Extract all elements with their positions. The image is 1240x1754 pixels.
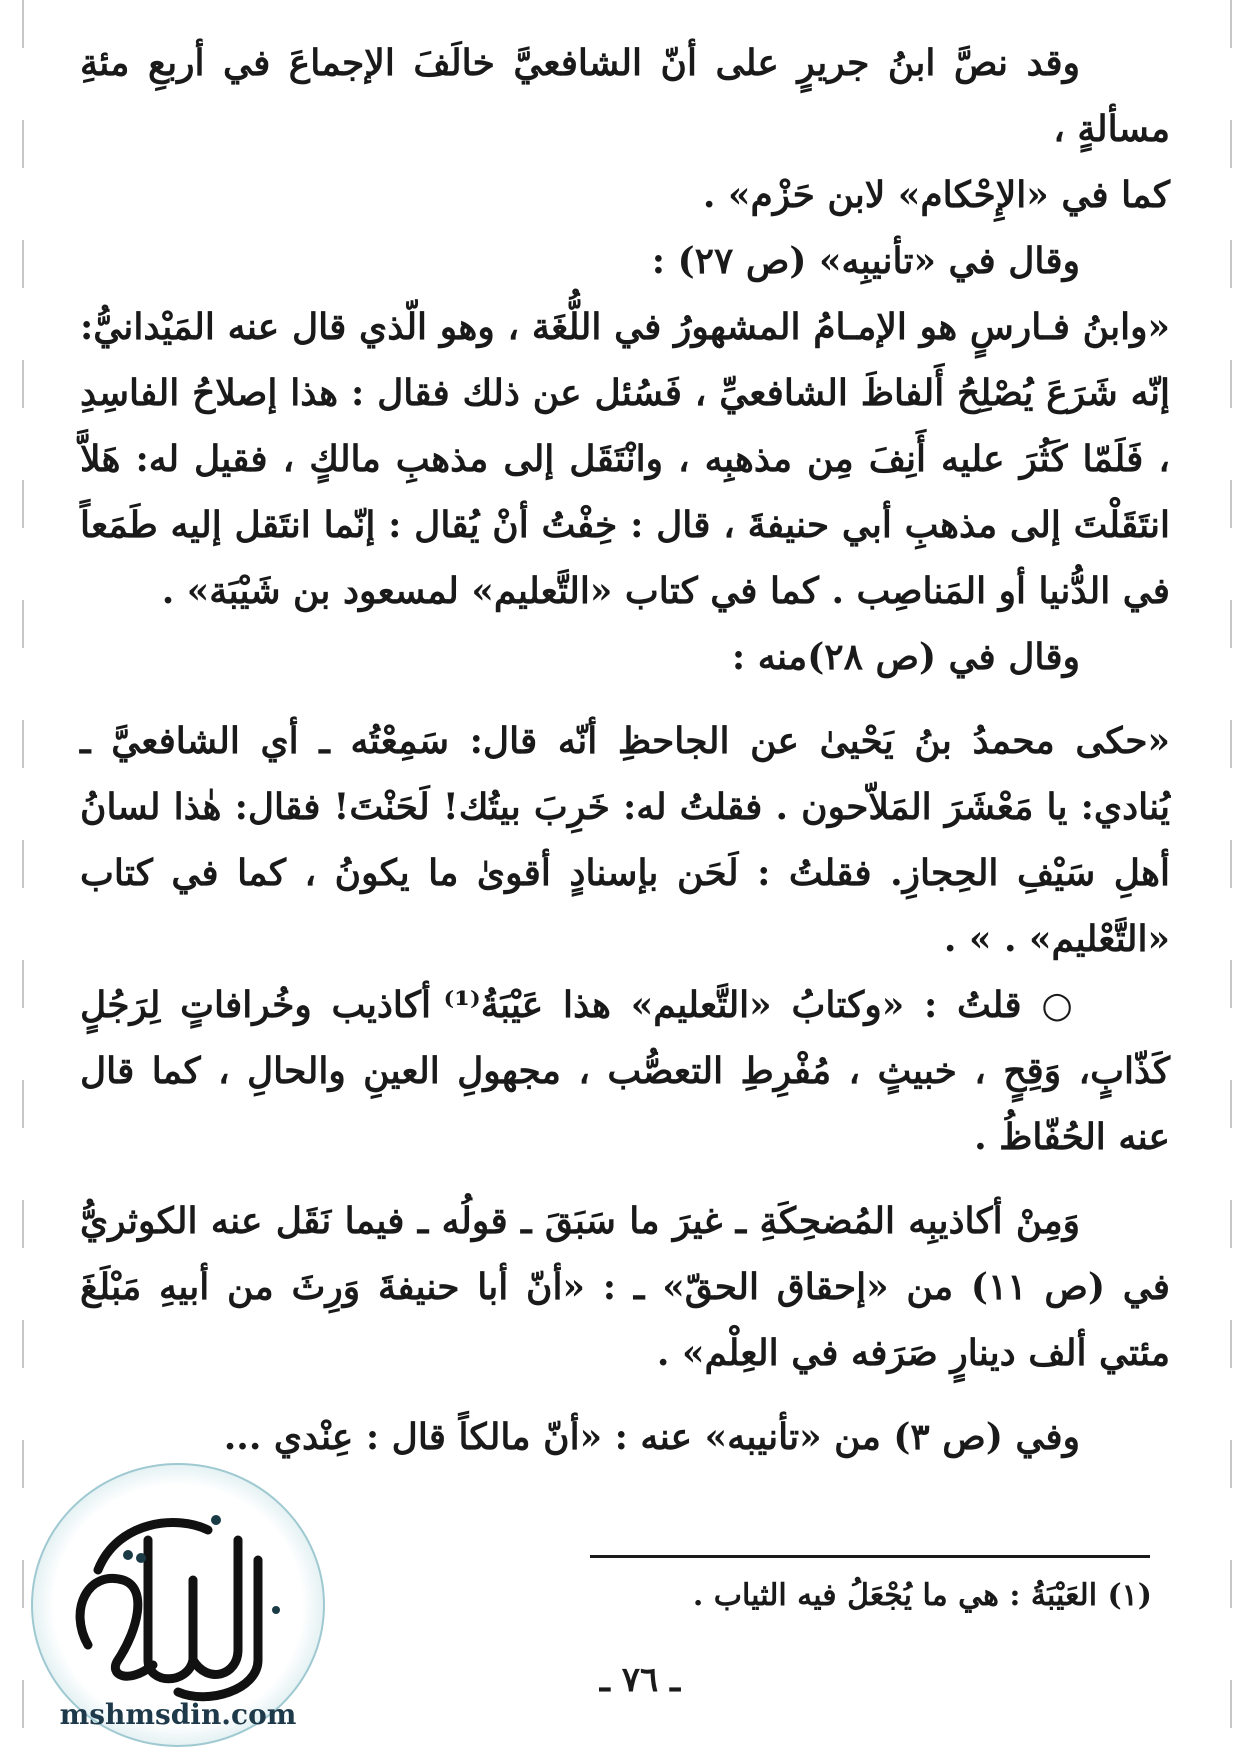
paragraph-4: وقال في (ص ٢٨)منه : bbox=[731, 636, 1080, 678]
paragraph-1-line-1: وقد نصَّ ابنُ جريرٍ على أنّ الشافعيَّ خالَفَ الإجماعَ في أربعِ مئةِ مسألةٍ ، bbox=[80, 42, 1170, 150]
paragraph-2: وقال في «تأنيبِه» (ص ٢٧) : bbox=[651, 240, 1080, 282]
paragraph-1-line-2: كما في «الإِحْكام» لابن حَزْم» . bbox=[702, 174, 1170, 216]
paragraph-8: وفي (ص ٣) من «تأنيبه» عنه : «أنّ مالكاً قال : عِنْدي ... bbox=[223, 1416, 1080, 1458]
scan-edge-right bbox=[1230, 0, 1232, 1754]
footnote-divider bbox=[590, 1555, 1150, 1558]
watermark-url: mshmsdin.com bbox=[59, 1698, 297, 1731]
page-number: ـ ٧٦ ـ bbox=[599, 1660, 681, 1700]
paragraph-7: وَمِنْ أكاذيبِه المُضحِكَةِ ـ غيرَ ما سَبَقَ ـ قولُه ـ فيما نَقَل عنه الكوثريُّ في (ص ١١) من «إحقاق الحقّ» ـ : «أنّ أبا حنيفةَ وَرِثَ من أبيهِ مَبْلَغَ مئتي ألف دينارٍ صَرَفه في العِلْم» . bbox=[80, 1200, 1170, 1374]
footnote: (١) العَيْبَةُ : هي ما يُجْعَلُ فيه الثياب . bbox=[692, 1578, 1152, 1613]
scan-edge-left bbox=[22, 0, 24, 1754]
body-text bbox=[80, 30, 1170, 1470]
paragraph-5-quote: «حكى محمدُ بنُ يَحْيىٰ عن الجاحظِ أنّه قال: سَمِعْتُه ـ أي الشافعيَّ ـ يُنادي: يا مَعْشَرَ المَلاّحون . فقلتُ له: خَرِبَ بيتُك! لَحَنْتَ! فقال: هٰذا لسانُ أهلِ سَيْفِ الحِجازِ. فقلتُ : لَحَن بإسنادٍ أقوىٰ ما يكونُ ، كما في كتاب «التَّعْليم» . » . bbox=[80, 720, 1170, 960]
paragraph-6: ○ قلتُ : «وكتابُ «التَّعليم» هذا عَيْبَةُ⁽¹⁾ أكاذيب وخُرافاتٍ لِرَجُلٍ كَذّابٍ، وَقِحٍ ، خبيثٍ ، مُفْرِطِ التعصُّب ، مجهولِ العينِ والحالِ ، كما قال عنه الحُفّاظُ . bbox=[80, 984, 1170, 1158]
watermark-logo bbox=[28, 1460, 328, 1750]
paragraph-3-quote: «وابنُ فـارسٍ هو الإمـامُ المشهورُ في اللُّغَة ، وهو الّذي قال عنه المَيْدانيُّ: إنّه شَرَعَ يُصْلِحُ أَلفاظَ الشافعيِّ ، فَسُئل عن ذلك فقال : هذا إصلاحُ الفاسِدِ ، فَلَمّا كَثُرَ عليه أَنِفَ مِن مذهبِه ، وانْتَقَل إلى مذهبِ مالكٍ ، فقيل له: هَلاَّ انتَقَلْتَ إلى مذهبِ أبي حنيفةَ ، قال : خِفْتُ أنْ يُقال : إنّما انتَقل إليه طَمَعاً في الدُّنيا أو المَناصِب . كما في كتاب «التَّعليم» لمسعود بن شَيْبَة» . bbox=[80, 306, 1170, 612]
